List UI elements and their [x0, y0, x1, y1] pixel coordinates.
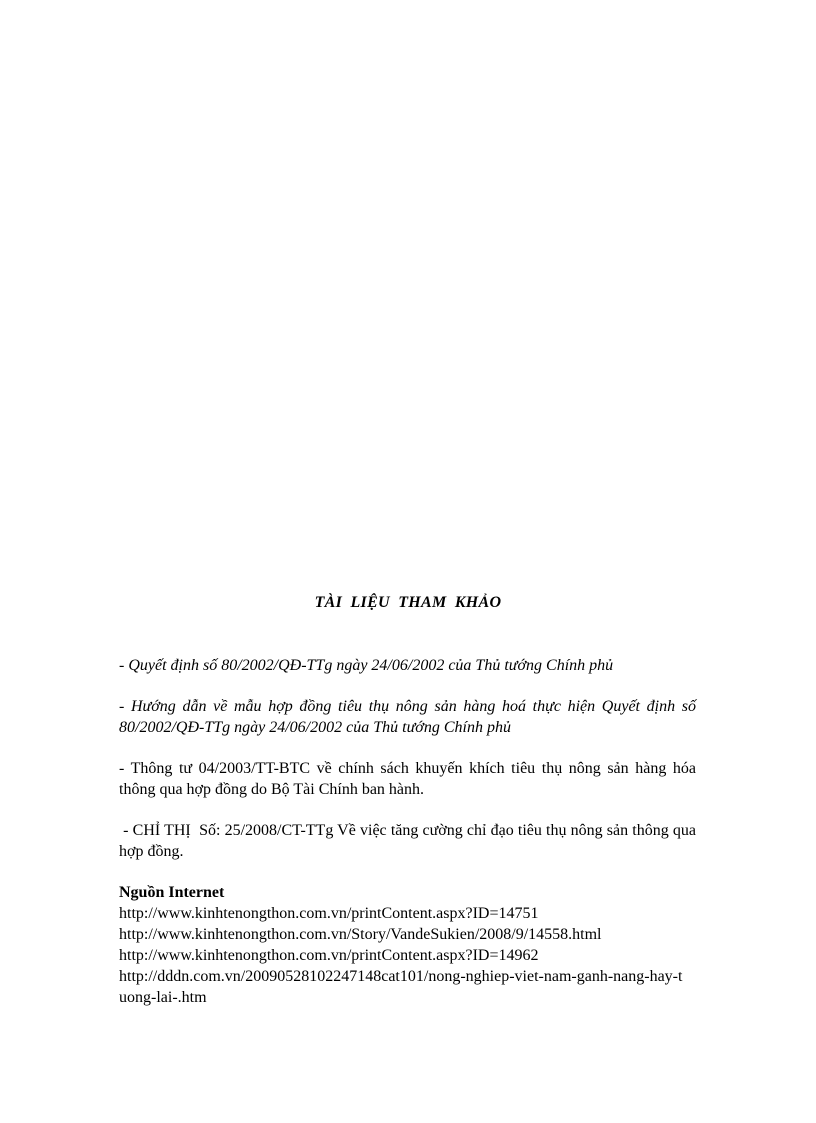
source-url[interactable]: http://www.kinhtenongthon.com.vn/Story/VandeSukien/2008/9/14558.html	[119, 926, 602, 943]
internet-sources-heading: Nguồn Internet	[119, 884, 225, 901]
source-url[interactable]: http://www.kinhtenongthon.com.vn/printContent.aspx?ID=14751	[119, 905, 539, 922]
references-list	[119, 655, 701, 1008]
reference-item: - Hướng dẫn về mẫu hợp đồng tiêu thụ nông sản hàng hoá thực hiện Quyết định số 80/2002/QĐ-TTg ngày 24/06/2002 của Thủ tướng Chính phủ	[119, 698, 696, 736]
references-title: TÀI LIỆU THAM KHẢO	[314, 594, 502, 611]
source-url[interactable]: http://dddn.com.vn/20090528102247148cat101/nong-nghiep-viet-nam-ganh-nang-hay-tuong-lai-.htm	[119, 968, 683, 1006]
source-url[interactable]: http://www.kinhtenongthon.com.vn/printContent.aspx?ID=14962	[119, 947, 539, 964]
reference-item: - CHỈ THỊ Số: 25/2008/CT-TTg Về việc tăng cường chỉ đạo tiêu thụ nông sản thông qua hợp đồng.	[119, 822, 701, 860]
reference-item: - Quyết định số 80/2002/QĐ-TTg ngày 24/06/2002 của Thủ tướng Chính phủ	[119, 657, 614, 674]
reference-item: - Thông tư 04/2003/TT-BTC về chính sách khuyến khích tiêu thụ nông sản hàng hóa thông qua hợp đồng do Bộ Tài Chính ban hành.	[119, 760, 696, 798]
